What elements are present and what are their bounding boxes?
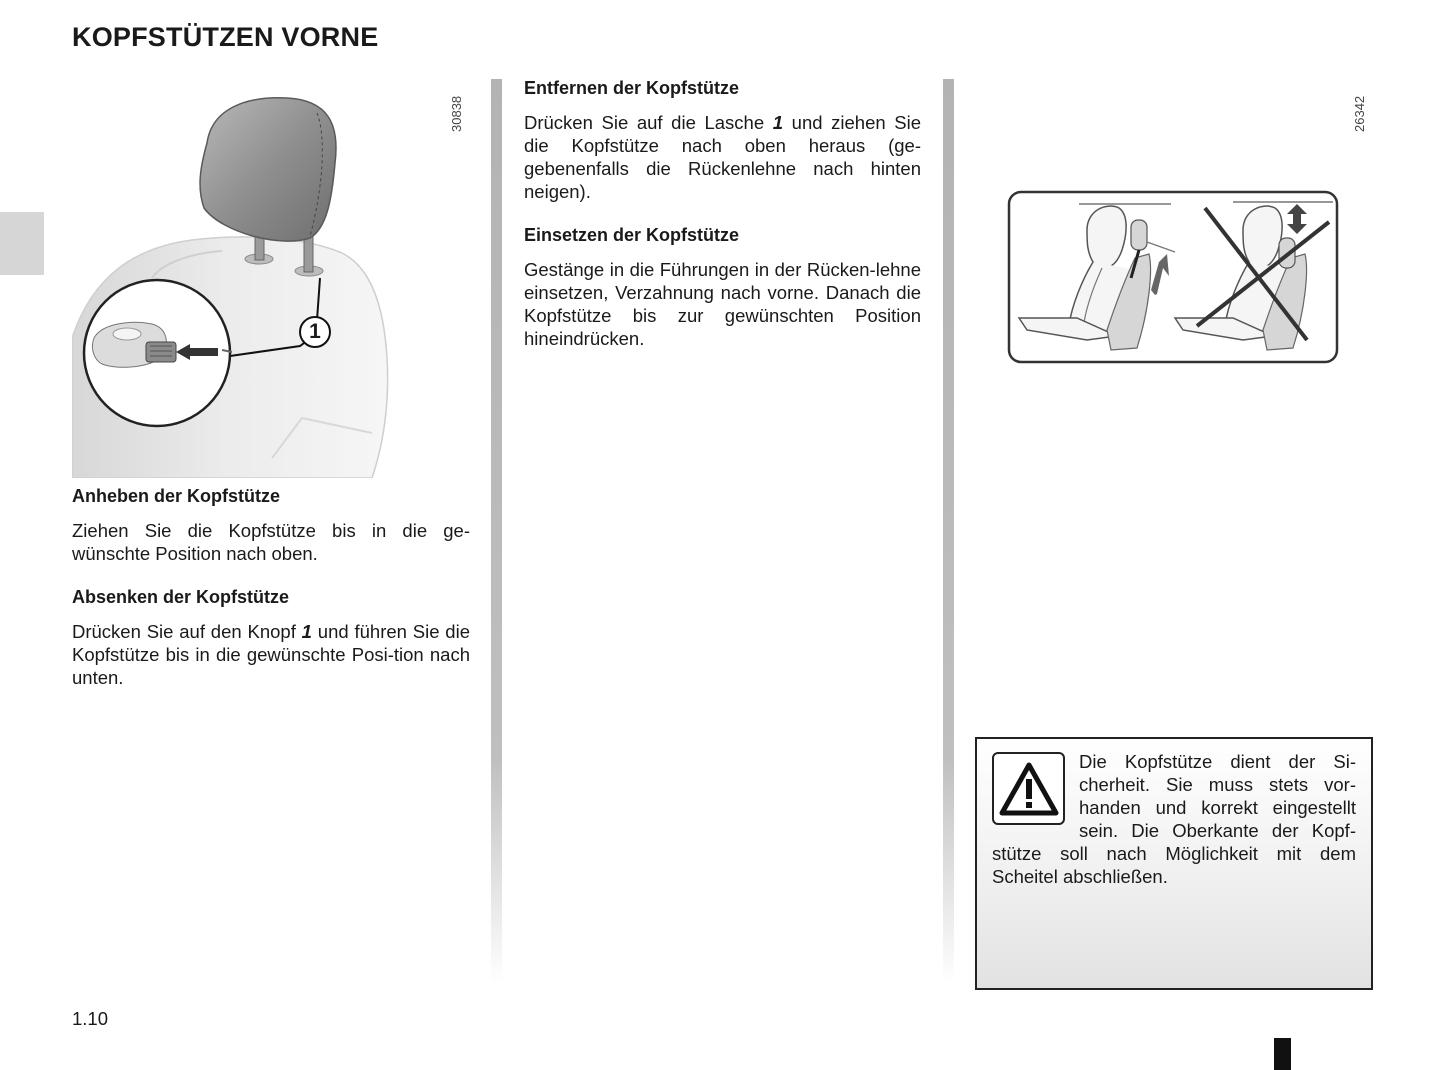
ref-1: 1	[301, 621, 312, 642]
column-divider-right	[943, 79, 954, 984]
text-remove-part1: Drücken Sie auf die Lasche	[524, 112, 773, 133]
heading-insert: Einsetzen der Kopfstütze	[524, 225, 740, 245]
corner-mark	[1274, 1038, 1291, 1070]
text-lower-part1: Drücken Sie auf den Knopf	[72, 621, 302, 642]
heading-lower-label: Absenken der Kopfstütze	[72, 587, 290, 607]
warning-box	[975, 737, 1373, 990]
ref-1: 1	[772, 112, 784, 133]
callout-1: 1	[299, 316, 331, 348]
headrest-position-diagram	[1007, 190, 1339, 366]
page-number: 1.10	[72, 1008, 109, 1029]
section-tab	[0, 212, 44, 275]
heading-raise: Anheben der Kopfstütze	[72, 486, 281, 506]
column-divider-left	[491, 79, 502, 984]
text-remove	[524, 111, 921, 203]
text-insert: Gestänge in die Führungen in der Rücken-lehne einsetzen, Verzahnung nach vorne. Danach die Kopfstütze bis zur gewünschten Position hineindrücken.	[524, 259, 921, 349]
page-title: KOPFSTÜTZEN VORNE	[72, 22, 379, 52]
heading-lower	[72, 586, 470, 609]
heading-remove: Entfernen der Kopfstütze	[524, 78, 740, 98]
text-remove-part2: und ziehen Sie die Kopfstütze nach oben heraus (ge-gebenenfalls die Rückenlehne nach hinten neigen).	[524, 112, 921, 202]
text-lower-part2: und führen Sie die Kopfstütze bis in die gewünschte Posi-tion nach unten.	[72, 621, 470, 688]
text-lower	[72, 620, 470, 689]
warning-triangle-icon	[992, 752, 1065, 825]
text-raise: Ziehen Sie die Kopfstütze bis in die ge-wünschte Position nach oben.	[72, 520, 470, 564]
figure-code-right: 26342	[1352, 95, 1367, 132]
headrest-illustration	[72, 88, 472, 478]
warning-text: Die Kopfstütze dient der Si-cherheit. Sie muss stets vor-handen und korrekt eingestellt sein. Die Oberkante der Kopf-stütze soll nach Möglichkeit mit dem Scheitel abschließen.	[992, 751, 1356, 887]
figure-code-left: 30838	[449, 95, 464, 132]
